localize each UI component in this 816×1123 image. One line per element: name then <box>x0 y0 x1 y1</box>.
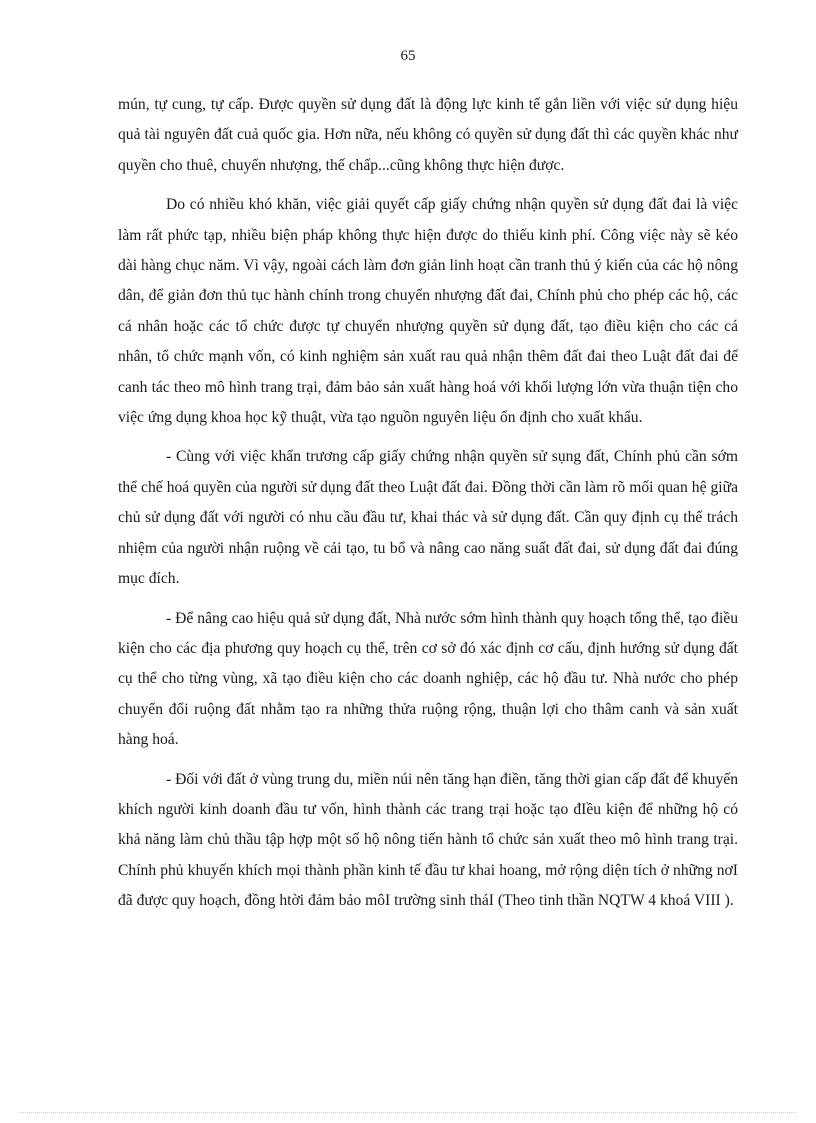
paragraph-continued: mún, tự cung, tự cấp. Được quyền sử dụng đất là động lực kinh tế gắn liền với việc sử dụng hiệu quả tài nguyên đất cuả quốc gia. Hơn nữa, nếu không có quyền sử dụng đất thì các quyền khác như quyền cho thuê, chuyển nhượng, thế chấp...cũng không thực hiện được. <box>118 96 738 174</box>
paragraph-land-use-planning: - Để nâng cao hiệu quả sử dụng đất, Nhà nước sớm hình thành quy hoạch tổng thể, tạo điều kiện cho các địa phương quy hoạch cụ thể, trên cơ sở đó xác định cơ cấu, định hướng sử dụng đất cụ thể cho từng vùng, xã tạo điều kiện cho các doanh nghiệp, các hộ đầu tư. Nhà nước cho phép chuyển đổi ruộng đất nhằm tạo ra những thửa ruộng rộng, thuận lợi cho thâm canh và sản xuất hàng hoá. <box>118 609 738 749</box>
paragraph-midland-mountain-land: - Đối với đất ở vùng trung du, miền núi nên tăng hạn điền, tăng thời gian cấp đất để khuyến khích người kinh doanh đầu tư vốn, hình thành các trang trại hoặc tạo đIều kiện để những hộ có khả năng làm chủ thầu tập hợp một số hộ nông tiến hành tổ chức sản xuất theo mô hình trang trại. Chính phủ khuyến khích mọi thành phần kinh tế đầu tư khai hoang, mở rộng diện tích ở những nơI đã được quy hoạch, đồng htời đảm bảo môI trường sinh tháI (Theo tinh thần NQTW 4 khoá VIII ). <box>118 770 738 910</box>
page-number: 65 <box>400 48 416 64</box>
paragraph-land-rights-institutionalization: - Cùng với việc khẩn trương cấp giấy chứng nhận quyền sử sụng đất, Chính phủ cần sớm thể chế hoá quyền của người sử dụng đất theo Luật đất đai. Đồng thời cần làm rõ mối quan hệ giữa chủ sử dụng đất với người có nhu cầu đầu tư, khai thác và sử dụng đất. Cần quy định cụ thể trách nhiệm của người nhận ruộng về cải tạo, tu bổ và nâng cao năng suất đất đai, sử dụng đất đai đúng mục đích. <box>118 448 738 588</box>
document-body <box>118 90 738 926</box>
page-bottom-divider <box>20 1112 796 1113</box>
paragraph-land-certificates: Do có nhiều khó khăn, việc giải quyết cấp giấy chứng nhận quyền sử dụng đất đai là việc làm rất phức tạp, nhiều biện pháp không thực hiện được do thiếu kinh phí. Công việc này sẽ kéo dài hàng chục năm. Vì vậy, ngoài cách làm đơn giản linh hoạt cần tranh thủ ý kiến của các hộ nông dân, để giản đơn thủ tục hành chính trong chuyển nhượng đất đai, Chính phủ cho phép các hộ, các cá nhân hoặc các tổ chức được tự chuyển nhượng quyền sử dụng đất, tạo điều kiện cho các cá nhân, tổ chức mạnh vốn, có kinh nghiệm sản xuất rau quả nhận thêm đất đai theo Luật đất đai để canh tác theo mô hình trang trại, đảm bảo sản xuất hàng hoá với khối lượng lớn vừa thuận tiện cho việc ứng dụng khoa học kỹ thuật, vừa tạo nguồn nguyên liệu ổn định cho xuất khẩu. <box>118 196 738 427</box>
